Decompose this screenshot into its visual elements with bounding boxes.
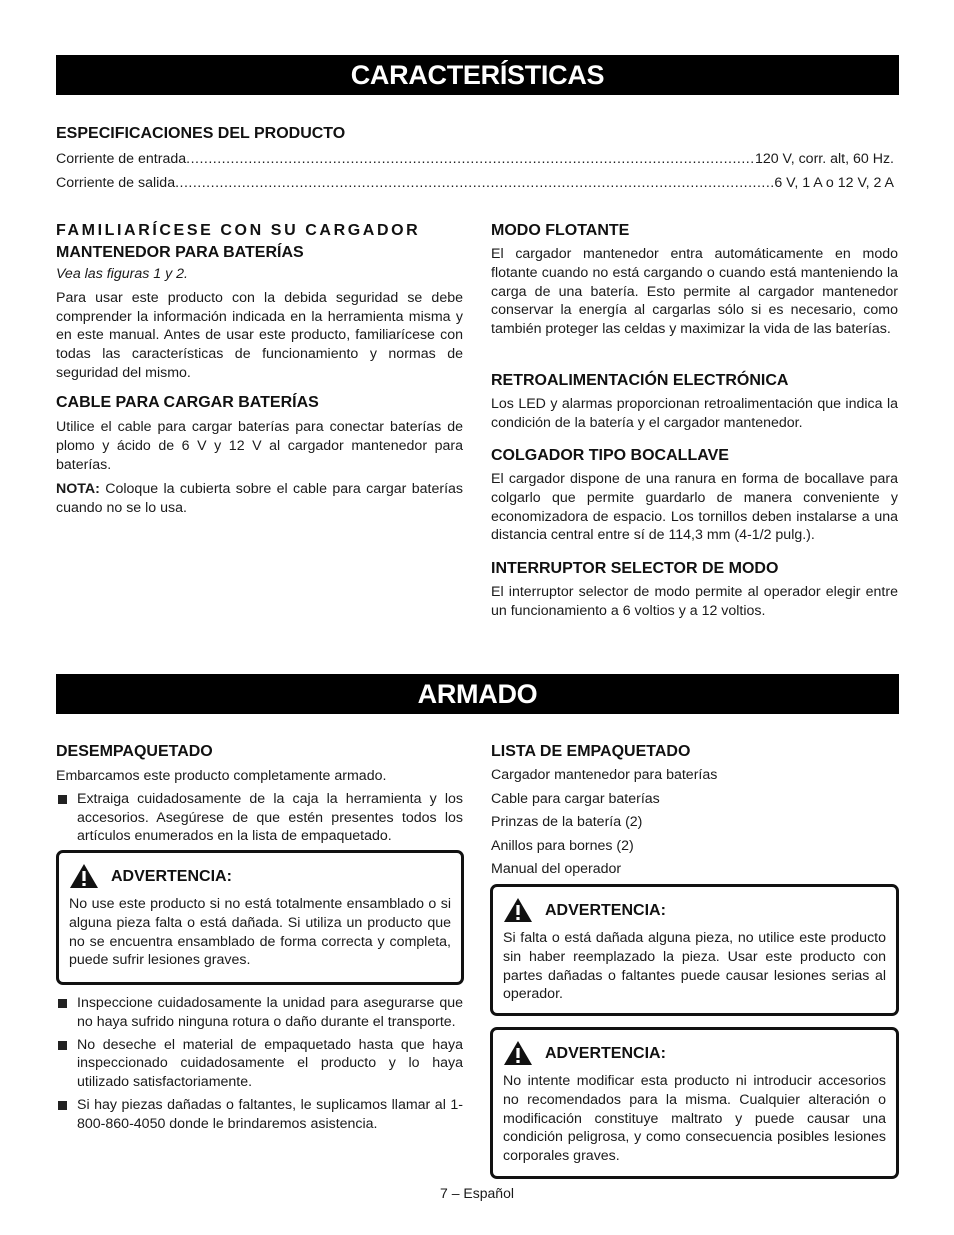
- bullet-text: Extraiga cuidadosamente de la caja la herramienta y los accesorios. Asegúrese de que estén presentes todos los artículos enumerados en la lista de empaquetado.: [77, 790, 463, 845]
- lista-heading: LISTA DE EMPAQUETADO: [491, 743, 691, 760]
- cable-body: Utilice el cable para cargar baterías para conectar baterías de plomo y ácido de 6 V y 12 V al cargador mantenedor para baterías.: [56, 419, 463, 473]
- warning-header: [503, 1040, 886, 1066]
- note-label: NOTA:: [56, 481, 100, 498]
- desempaquetado-heading: DESEMPAQUETADO: [56, 743, 213, 760]
- warning-box-missing-parts: [490, 884, 899, 1016]
- bullet-square-icon: [58, 1041, 67, 1050]
- page-footer: 7 – Español: [440, 1185, 514, 1201]
- spec-label: Corriente de salida: [56, 175, 176, 191]
- list-item: [56, 1096, 463, 1134]
- bullet-text: Si hay piezas dañadas o faltantes, le suplicamos llamar al 1-800-860-4050 donde le brindaremos asistencia.: [77, 1096, 463, 1132]
- list-item: Manual del operador: [491, 861, 622, 878]
- colgador-body: El cargador dispone de una ranura en forma de bocallave para colgarlo que permite guardarlo de manera conveniente y economizadora de espacio. Los tornillos deben instalarse a una distancia central entre sí de 114,3 mm (4-1/2 pulg.).: [491, 471, 898, 544]
- warning-triangle-icon: [69, 863, 99, 889]
- spec-value: 6 V, 1 A o 12 V, 2 A: [774, 175, 894, 191]
- interruptor-body: El interruptor selector de modo permite al operador elegir entre un funcionamiento a 6 voltios y a 12 voltios.: [491, 584, 898, 619]
- warning-text: Si falta o está dañada alguna pieza, no utilice este producto sin haber reemplazado la pieza. Usar este producto con partes dañadas o faltantes puede causar lesiones serias al operador.: [503, 930, 886, 1003]
- specs-section: [56, 124, 345, 143]
- familiarice-section: [56, 221, 463, 383]
- familiarice-heading-line2: MANTENEDOR PARA BATERÍAS: [56, 244, 304, 261]
- warning-label: ADVERTENCIA:: [545, 1044, 666, 1062]
- lista-section: [491, 742, 898, 882]
- specs-heading: ESPECIFICACIONES DEL PRODUCTO: [56, 125, 346, 142]
- list-item: [56, 1036, 463, 1092]
- warning-header: [503, 897, 886, 923]
- familiarice-body: Para usar este producto con la debida seguridad se debe comprender la información indicada en la herramienta misma y en este manual. Antes de usar este producto, familiarícese con todas las características de funcionamiento y normas de seguridad del mismo.: [56, 289, 463, 381]
- leader-dots: [175, 174, 774, 193]
- interruptor-section: [491, 559, 898, 621]
- interruptor-heading: INTERRUPTOR SELECTOR DE MODO: [491, 560, 779, 577]
- bullet-text: No deseche el material de empaquetado hasta que haya inspeccionado cuidadosamente el producto y lo haya utilizado satisfactoriamente.: [77, 1036, 463, 1091]
- warning-box-modifications: [490, 1027, 899, 1179]
- bullet-square-icon: [58, 999, 67, 1008]
- bullet-square-icon: [58, 795, 67, 804]
- warning-label: ADVERTENCIA:: [111, 867, 232, 885]
- leader-dots: [186, 150, 755, 169]
- familiarice-heading-line1: FAMILIARÍCESE CON SU CARGADOR: [56, 222, 421, 239]
- cable-heading: CABLE PARA CARGAR BATERÍAS: [56, 394, 319, 411]
- modo-flotante-section: [491, 221, 898, 339]
- packing-list: [491, 764, 898, 882]
- retro-body: Los LED y alarmas proporcionan retroalimentación que indica la condición de la batería y el cargador mantenedor.: [491, 396, 898, 431]
- list-item: Cable para cargar baterías: [491, 790, 660, 807]
- desempaquetado-section: [56, 742, 463, 846]
- warning-label: ADVERTENCIA:: [545, 901, 666, 919]
- warning-header: [69, 863, 451, 889]
- desempaquetado-bullets: [56, 994, 463, 1134]
- cable-section: [56, 393, 463, 518]
- note-text: Coloque la cubierta sobre el cable para cargar baterías cuando no se lo usa.: [56, 481, 463, 517]
- desempaquetado-intro: Embarcamos este producto completamente armado.: [56, 768, 387, 784]
- list-item: Cargador mantenedor para baterías: [491, 767, 718, 783]
- list-item: Anillos para bornes (2): [491, 837, 634, 854]
- section-title-armado: ARMADO: [56, 674, 899, 714]
- colgador-heading: COLGADOR TIPO BOCALLAVE: [491, 447, 729, 464]
- warning-text: No use este producto si no está totalmente ensamblado o si alguna pieza falta o está dañada. Si utiliza un producto que no se encuentra ensamblado de forma correcta y completa, puede sufrir lesiones graves.: [69, 896, 451, 969]
- list-item: [56, 790, 463, 846]
- bullet-text: Inspeccione cuidadosamente la unidad para asegurarse que no haya sufrido ninguna rotura o daño durante el transporte.: [77, 995, 463, 1030]
- modo-flotante-heading: MODO FLOTANTE: [491, 222, 630, 239]
- colgador-section: [491, 446, 898, 545]
- spec-label: Corriente de entrada: [56, 151, 187, 167]
- cable-note: [56, 480, 463, 518]
- spec-row-output: [56, 174, 894, 193]
- spec-value: 120 V, corr. alt, 60 Hz.: [754, 151, 894, 167]
- warning-text: No intente modificar esta producto ni introducir accesorios no recomendados para la misma. Cualquier alteración o modificación constituye maltrato y puede causar una condición peligrosa, y como consecuencia posibles lesiones corporales graves.: [503, 1073, 886, 1165]
- warning-box-assembly: [56, 850, 464, 985]
- list-item: [56, 994, 463, 1032]
- spec-row-input: [56, 150, 894, 169]
- list-item: Prinzas de la batería (2): [491, 814, 643, 831]
- retro-section: [491, 371, 898, 433]
- retro-heading: RETROALIMENTACIÓN ELECTRÓNICA: [491, 372, 789, 389]
- see-figures-note: Vea las figuras 1 y 2.: [56, 266, 188, 282]
- warning-triangle-icon: [503, 897, 533, 923]
- modo-flotante-body: El cargador mantenedor entra automáticamente en modo flotante cuando no está cargando o cuando está manteniendo la carga de una batería. Esto permite al cargador mantenedor conservar la energía al cargarlas sólo si es necesario, como también proteger las celdas y maximizar la vida de las baterías.: [491, 246, 898, 338]
- warning-triangle-icon: [503, 1040, 533, 1066]
- section-title-caracteristicas: CARACTERÍSTICAS: [56, 55, 899, 95]
- bullet-square-icon: [58, 1101, 67, 1110]
